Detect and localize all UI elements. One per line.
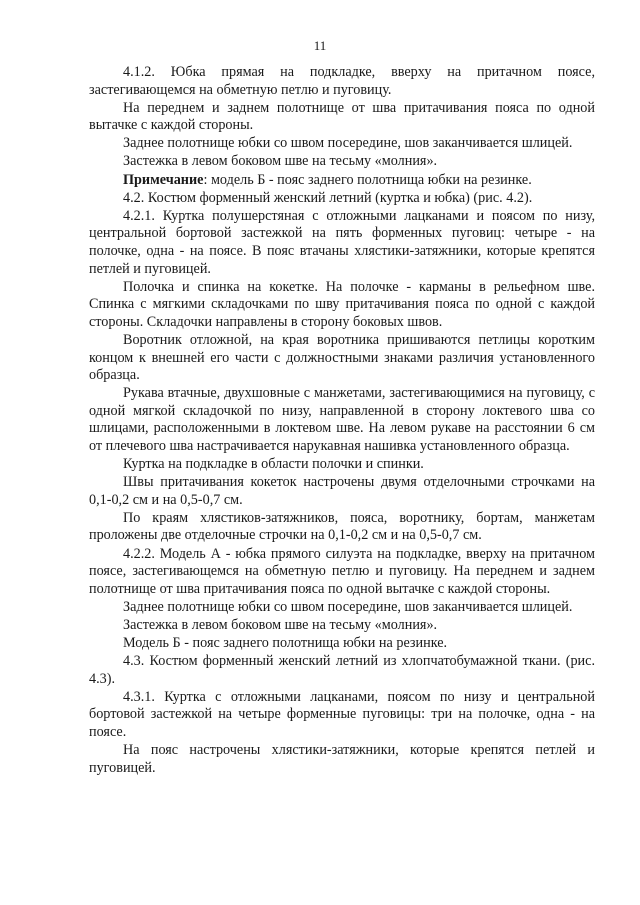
paragraph-yoke-seams: Швы притачивания кокеток настрочены двумя отделочными строчками на 0,1-0,2 см и на 0,5-0,7 см. — [89, 474, 595, 508]
paragraph-4-2-2: 4.2.2. Модель А - юбка прямого силуэта на подкладке, вверху на притачном поясе, застегивающемся на обметную петлю и пуговицу. На переднем и заднем полотнище от шва притачивания пояса по одной вытачке с каждой стороны. — [89, 545, 595, 597]
paragraph-tabs: На пояс настрочены хлястики-затяжники, которые крепятся петлей и пуговицей. — [89, 742, 595, 776]
paragraph-4-2-1: 4.2.1. Куртка полушерстяная с отложными лацканами и поясом по низу, центральной бортовой застежкой на пять форменных пуговиц: четыре - на полочке, одна - на поясе. В пояс втачаны хлястики-затяжники, которые крепятся петлей и пуговицей. — [89, 207, 595, 277]
paragraph-4-1-2: 4.1.2. Юбка прямая на подкладке, вверху на притачном поясе, застегивающемся на обметную петлю и пуговицу. — [89, 64, 595, 98]
paragraph-4-3: 4.3. Костюм форменный женский летний из хлопчатобумажной ткани. (рис. 4.3). — [89, 653, 595, 687]
paragraph-zipper-2: Застежка в левом боковом шве на тесьму «молния». — [123, 616, 438, 633]
paragraph-collar: Воротник отложной, на края воротника пришиваются петлицы коротким концом к внешней его части с должностными знаками различия установленного образца. — [89, 331, 595, 384]
paragraph-4-3-1: 4.3.1. Куртка с отложными лацканами, поясом по низу и центральной бортовой застежкой на четыре форменные пуговицы: три на полочке, одна - на поясе. — [89, 688, 595, 740]
paragraph-back-panel-2: Заднее полотнище юбки со швом посередине, шов заканчивается шлицей. — [123, 598, 573, 615]
paragraph-edge-stitching: По краям хлястиков-затяжников, пояса, воротнику, бортам, манжетам проложены две отделочные строчки на 0,1-0,2 см и на 0,5-0,7 см. — [89, 509, 595, 544]
paragraph-zipper: Застежка в левом боковом шве на тесьму «молния». — [123, 153, 438, 170]
paragraph-back-panel: Заднее полотнище юбки со швом посередине, шов заканчивается шлицей. — [123, 135, 573, 152]
paragraph-note — [89, 172, 595, 190]
note-text: : модель Б - пояс заднего полотнища юбки на резинке. — [203, 171, 532, 188]
paragraph-darts: На переднем и заднем полотнище от шва притачивания пояса по одной вытачке с каждой стороны. — [89, 99, 595, 134]
page-number: 11 — [313, 38, 327, 53]
paragraph-model-b: Модель Б - пояс заднего полотнища юбки на резинке. — [123, 635, 448, 651]
paragraph-sleeves: Рукава втачные, двухшовные с манжетами, застегивающимися на пуговицу, с одной мягкой складочкой по низу, направленной в сторону локтевого шва со шлицами, расположенными в локтевом шве. На левом рукаве на расстоянии 6 см от плечевого шва настрачивается нарукавная нашивка установленного образца. — [89, 385, 595, 454]
document-body — [89, 64, 595, 778]
note-label: Примечание — [123, 171, 204, 188]
paragraph-lining: Куртка на подкладке в области полочки и спинки. — [123, 456, 424, 473]
paragraph-4-2: 4.2. Костюм форменный женский летний (куртка и юбка) (рис. 4.2). — [123, 189, 533, 206]
paragraph-yoke: Полочка и спинка на кокетке. На полочке - карманы в рельефном шве. Спинка с мягкими складочками по шву притачивания пояса по одной с каждой стороны. Складочки направлены в сторону боковых швов. — [89, 278, 595, 330]
